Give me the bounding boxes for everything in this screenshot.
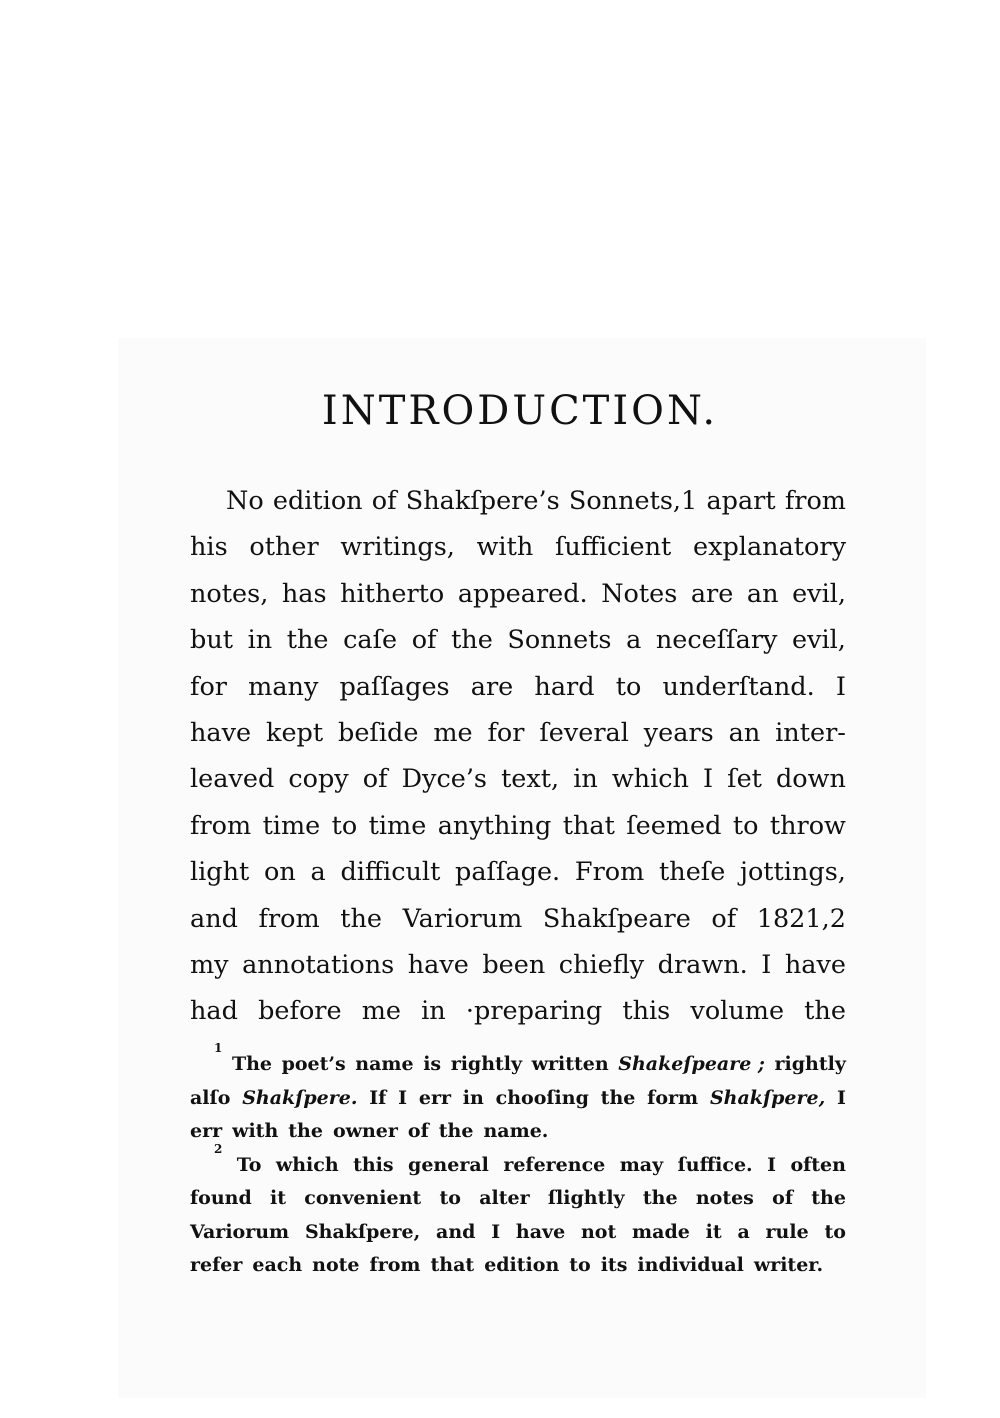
footnotes [190, 1041, 846, 1283]
word: found [190, 1187, 252, 1209]
text-line [190, 478, 846, 524]
word: of [411, 625, 437, 656]
word: to [439, 1187, 461, 1209]
word: I [767, 1153, 776, 1176]
word: a [626, 625, 642, 656]
word: notes, [190, 578, 269, 609]
word: Shakſpeare [542, 903, 691, 934]
word: leaved [190, 764, 275, 795]
word: neceſſary [655, 625, 778, 656]
word: chooſing [495, 1086, 589, 1109]
word: alter [479, 1187, 530, 1209]
word: text, [501, 764, 560, 795]
word: in [462, 1086, 484, 1109]
word: ſlightly [547, 1187, 625, 1209]
footnote-2-line [190, 1141, 846, 1183]
word: for [487, 717, 525, 748]
word: light [190, 857, 250, 888]
text-line [190, 896, 846, 942]
word: throw [769, 810, 846, 841]
word: years [643, 717, 714, 748]
word: appeared. [457, 578, 588, 609]
word: have [784, 949, 846, 980]
word: rightly [450, 1053, 523, 1075]
word: kept [266, 717, 324, 748]
word: with [232, 1120, 279, 1142]
word: the [600, 1086, 636, 1109]
word: err [190, 1120, 223, 1142]
word: I [761, 949, 772, 980]
word: the [438, 1120, 474, 1142]
word: for [190, 671, 227, 702]
word: Shakſpere, [304, 1220, 421, 1243]
word: rightly [774, 1053, 846, 1075]
word: theſe [659, 857, 726, 888]
word: with [476, 532, 534, 563]
word: paſſages [339, 671, 450, 702]
word: in [247, 625, 273, 656]
word: No [226, 486, 264, 516]
word: From [574, 857, 645, 888]
word: that [430, 1254, 475, 1276]
word: in [421, 996, 446, 1027]
word: hitherto [340, 578, 445, 609]
footnote-1-line [190, 1115, 846, 1149]
word: are [690, 578, 734, 609]
word: from [258, 903, 320, 934]
word: the [340, 903, 383, 934]
word: of [772, 1187, 794, 1209]
word: evil, [792, 625, 846, 656]
word: To [236, 1153, 262, 1176]
word: to [824, 1220, 846, 1243]
text-line [190, 988, 846, 1034]
word: on [264, 857, 296, 888]
word: to [732, 810, 759, 841]
word: Variorum [402, 903, 523, 934]
word: not [580, 1220, 617, 1243]
word: it [705, 1220, 722, 1243]
word: have [515, 1220, 566, 1243]
word: underſtand. [662, 671, 815, 702]
text-line [190, 571, 846, 617]
text-line [190, 756, 846, 802]
word: and [436, 1220, 476, 1243]
text-line [190, 524, 846, 570]
word: edition [272, 486, 363, 516]
text-line [190, 710, 846, 756]
text-line [190, 617, 846, 663]
word: may [619, 1153, 664, 1176]
word: err [418, 1086, 451, 1109]
word: rule [765, 1220, 809, 1243]
word: time [368, 810, 427, 841]
word: ſeemed [626, 810, 722, 841]
word: a [310, 857, 326, 888]
word: owner [332, 1120, 398, 1142]
footnote-2-mark: 2 [214, 1141, 223, 1156]
word: the [288, 1120, 323, 1142]
word: of [371, 486, 397, 516]
word: refer [190, 1254, 243, 1276]
word: reference [503, 1153, 606, 1176]
word: Shakeſpeare ; [618, 1053, 765, 1075]
word: ſuffice. [677, 1153, 753, 1176]
word: I [703, 764, 714, 795]
word: alſo [190, 1086, 231, 1109]
word: it [270, 1187, 287, 1209]
word: is [423, 1053, 442, 1075]
word: I [491, 1220, 501, 1243]
word: to [615, 671, 642, 702]
word: to [569, 1254, 591, 1276]
word: convenient [304, 1187, 422, 1209]
word: chiefly [558, 949, 645, 980]
word: apart [706, 486, 776, 516]
word: but [190, 625, 233, 656]
word: I [835, 671, 846, 702]
word: of [362, 764, 388, 795]
word: has [281, 578, 327, 609]
word: general [408, 1153, 489, 1176]
word: the [451, 625, 493, 656]
word: 1821,2 [756, 903, 846, 934]
word: anything [437, 810, 552, 841]
word: writings, [340, 532, 455, 563]
word: Shakſpere. [242, 1086, 358, 1109]
word: volume [690, 996, 785, 1027]
footnote-2-line [190, 1182, 846, 1216]
word: hard [534, 671, 595, 702]
word: inter- [775, 717, 846, 748]
footnote-2-line [190, 1249, 846, 1283]
word: annotations [242, 949, 395, 980]
word: from [784, 486, 846, 516]
word: time [262, 810, 321, 841]
word: note [312, 1254, 360, 1276]
word: an [746, 578, 779, 609]
text-line [190, 942, 846, 988]
footnote-2-line [190, 1216, 846, 1250]
word: down [775, 764, 846, 795]
word: ſeveral [539, 717, 629, 748]
word: that [562, 810, 615, 841]
word: form [647, 1086, 699, 1109]
text-line [190, 664, 846, 710]
word: which [611, 764, 689, 795]
word: Dyce’s [401, 764, 488, 795]
word: jottings, [740, 857, 846, 888]
word: beſide [338, 717, 419, 748]
word: ſet [727, 764, 762, 795]
word: paſſage. [455, 857, 561, 888]
word: to [331, 810, 358, 841]
page-title: INTRODUCTION. [321, 388, 719, 434]
word: me [433, 717, 473, 748]
word: have [190, 717, 252, 748]
word: poet’s [281, 1053, 346, 1075]
word: of [407, 1120, 429, 1142]
footnote-1-line [190, 1041, 846, 1082]
word: I [837, 1086, 846, 1109]
word: Shakſpere’s [405, 486, 560, 516]
word: his [190, 532, 228, 563]
word: ·preparing [465, 996, 603, 1027]
word: difficult [340, 857, 441, 888]
word: I [398, 1086, 408, 1109]
word: been [482, 949, 546, 980]
word: The [231, 1053, 272, 1075]
word: the [642, 1187, 678, 1209]
word: individual [637, 1254, 744, 1276]
word: copy [288, 764, 349, 795]
word: drawn. [657, 949, 748, 980]
word: my [190, 949, 229, 980]
word: in [573, 764, 598, 795]
word: had [190, 996, 238, 1027]
word: from [369, 1254, 421, 1276]
word: the [286, 625, 329, 656]
word: and [190, 903, 238, 934]
word: caſe [343, 625, 398, 656]
word: written [531, 1053, 609, 1075]
word: Notes [601, 578, 678, 609]
word: a [737, 1220, 750, 1243]
word: evil, [792, 578, 846, 609]
word: me [361, 996, 402, 1027]
word: writer. [753, 1254, 824, 1276]
word: an [728, 717, 761, 748]
word: Shakſpere, [709, 1086, 826, 1109]
word: other [249, 532, 319, 563]
word: each [252, 1254, 303, 1276]
footnote-1-line [190, 1082, 846, 1116]
word: of [711, 903, 737, 934]
body-paragraph [190, 478, 846, 1035]
word: the [811, 1187, 846, 1209]
text-line [190, 803, 846, 849]
word: have [407, 949, 469, 980]
word: name [355, 1053, 414, 1075]
word: edition [484, 1254, 560, 1276]
word: notes [695, 1187, 754, 1209]
footnote-1-mark: 1 [214, 1041, 223, 1055]
word: Sonnets [507, 625, 612, 656]
word: which [275, 1153, 339, 1176]
word: before [258, 996, 342, 1027]
word: this [622, 996, 671, 1027]
word: ſufficient [554, 532, 672, 563]
word: often [790, 1153, 846, 1176]
text-line [190, 849, 846, 895]
word: from [190, 810, 252, 841]
word: this [353, 1153, 394, 1176]
word: made [632, 1220, 690, 1243]
word: If [369, 1086, 387, 1109]
word: name. [483, 1120, 549, 1142]
word: are [470, 671, 514, 702]
word: explanatory [693, 532, 846, 563]
word: its [600, 1254, 628, 1276]
word: many [248, 671, 319, 702]
word: the [804, 996, 846, 1027]
word: Sonnets,1 [568, 486, 698, 516]
word: Variorum [190, 1220, 290, 1243]
